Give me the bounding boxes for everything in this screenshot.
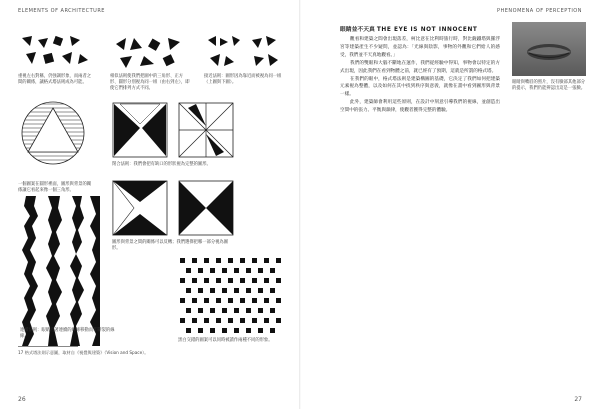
body-text [340, 36, 500, 115]
right-running-head: PHENOMENA OF PERCEPTION [496, 8, 582, 14]
closure-figure-a [112, 102, 168, 158]
footnote-text: 格式塔法則示意圖，取材自《視覺與建築》（Vision and Space）。 [24, 350, 149, 355]
caption-fig7: 連續法則：眼睛沿著連續的線條移動而非斷裂的線條。 [20, 328, 115, 339]
section-title-en: THE EYE IS NOT INNOCENT [376, 27, 478, 33]
paragraph: 我們的雙眼和大腦不斷地在運作，我們從經驗中得知，事物會以特定的方式出現，因此我們在看到物體之前，就已經有了預期，這就是所謂的格式塔。 [340, 60, 500, 74]
paragraph: 此外，建築師會利用這些原則，在設計中刻意引導我們的視線，並創造出空間中的張力、平衡與韻律，使觀者獲得完整的體驗。 [340, 100, 500, 114]
right-folio: 27 [574, 396, 582, 403]
caption-fig5: 閉合法則：我們會把有缺口的形狀視為完整的圖形。 [112, 162, 211, 167]
caption-fig2: 相似法則使我們把圖中的三角形、正方形、圓形分別視為同一組（由右到左），即使它們排列方式不同。 [110, 74, 190, 91]
footnote [18, 350, 218, 356]
figure-ground-a [112, 180, 168, 236]
closure-figure-b [178, 102, 234, 158]
side-caption: 眼睛與嘴唇的照片，沒有臉部其他部分的提示，我們仍能辨認出這是一張臉。 [512, 80, 586, 91]
proximity-figure [204, 34, 284, 72]
caption-fig8: 黑白交錯的圖案可以同時被讀作兩種不同的形象。 [178, 338, 273, 343]
paragraph: 觀看和建築之間會出現落差，柯比意在比利時旅行時，對比薩鐵塔與羅浮宮等建築產生不少疑問，並認為：「光線與陰影，事物的外觀和它們給人的感受，我們並不天真地觀看。」 [340, 37, 500, 58]
left-folio: 26 [18, 396, 26, 403]
left-running-head: ELEMENTS OF ARCHITECTURE [18, 8, 105, 14]
shapes-figure [110, 34, 190, 72]
vertical-pattern-figure [20, 196, 100, 346]
gutter [299, 0, 301, 409]
paragraph: 在我們的眼中，格式塔法則是建築構圖的基礎，它決定了我們如何把建築元素視為整體，以及如何在其中找到秩序與意義，就像在畫中看到圖形與背景一樣。 [340, 76, 500, 98]
circle-triangle-figure [20, 100, 86, 166]
caption-fig6: 圖形與背景之間的關係可以反轉；我們選擇把哪一部分視為圖形。 [112, 240, 229, 251]
footnote-rule [18, 346, 78, 347]
caption-fig4: 一個圖案在圓形裡面，圖形與背景的關係讓它看起來像一個三角形。 [18, 182, 92, 193]
caption-fig1: 重視左右對稱，仍強調形象，而兩者之間的關係，讓格式塔法則成為可能。 [18, 74, 92, 85]
footnote-number: 17 [18, 350, 24, 355]
dot-grid-figure [178, 256, 282, 336]
caption-fig3: 接近法則：圖形因為靠近而被視為同一組（上圖與下圖）。 [204, 74, 282, 85]
similarity-figure [18, 34, 94, 72]
section-title-zh: 眼睛並不天真 [340, 27, 375, 33]
figure-ground-b [178, 180, 234, 236]
face-photo [512, 22, 586, 76]
